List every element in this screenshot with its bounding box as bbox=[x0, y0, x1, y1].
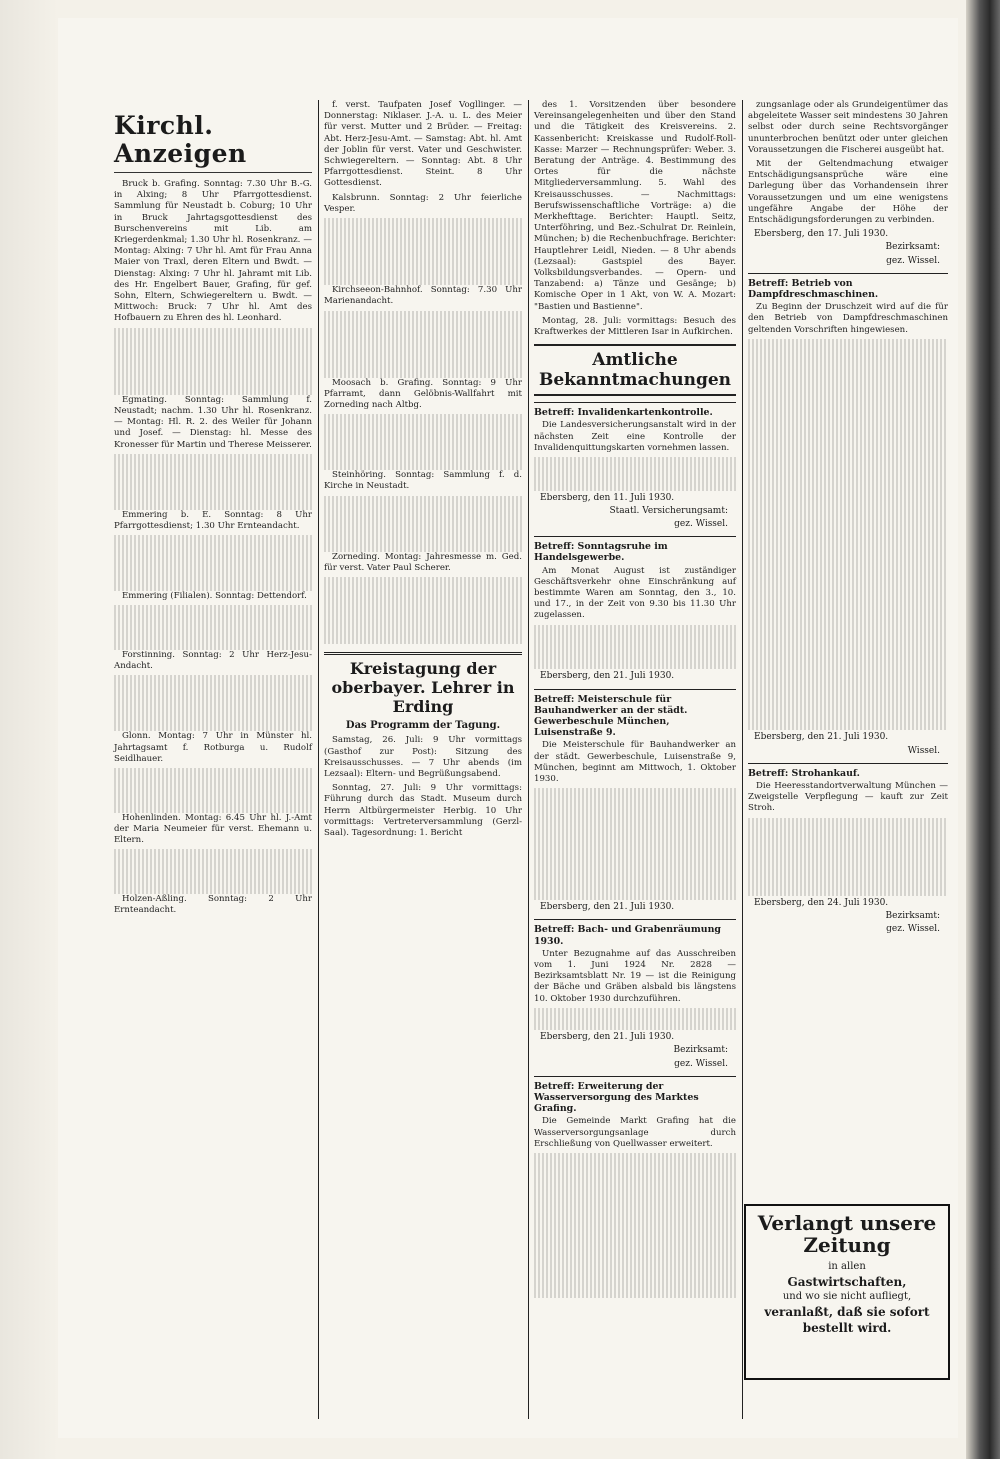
illegible-text-line bbox=[534, 457, 736, 468]
illegible-text-line bbox=[534, 878, 736, 889]
notice-title: Betreff: Invalidenkartenkontrolle. bbox=[534, 407, 713, 419]
paragraph: Bruck b. Grafing. Sonntag: 7.30 Uhr B.-G. in Alxing; 8 Uhr Pfarrgottesdienst. Sammlung für Neustadt b. Coburg; 10 Uhr in Bruck Jahrtagsgottesdienst des Burschenvereins mit Lib. am Kriegerdenkmal; 1.30 Uhr hl. Rosenkranz. — Montag: Alxing: 7 Uhr hl. Amt für Frau Anna Maier von Traxl, deren Eltern und Bwdt. — Dienstag: Alxing: 7 Uhr hl. Jahramt mit Lib. des Hr. Engelbert Bauer, Grafing, für gef. Sohn, Eltern, Schwiegereltern u. Bwdt. — Mittwoch: Bruck: 7 Uhr hl. Amt des Hofbauern zu Ehren des hl. Leonhard. bbox=[114, 179, 312, 324]
column-official-notices bbox=[530, 100, 740, 1419]
illegible-text-line bbox=[748, 563, 948, 574]
illegible-text-line bbox=[324, 588, 522, 599]
illegible-text-line bbox=[114, 790, 312, 801]
paragraph: Die Meisterschule für Bauhandwerker an der städt. Gewerbeschule, Luisenstraße 9, München, beginnt am Mittwoch, 1. Oktober 1930. bbox=[534, 740, 736, 785]
paragraph: Kalsbrunn. Sonntag: 2 Uhr feierliche Vesper. bbox=[324, 192, 522, 214]
illegible-text-line bbox=[114, 535, 312, 546]
paragraph: Die Gemeinde Markt Grafing hat die Wasserversorgungsanlage durch Erschließung von Quellwasser erweitert. bbox=[534, 1116, 736, 1149]
illegible-text-line bbox=[748, 428, 948, 439]
signature: gez. Wissel. bbox=[886, 924, 940, 935]
illegible-text-line bbox=[748, 663, 948, 674]
illegible-text-line bbox=[748, 529, 948, 540]
paragraph: f. verst. Taufpaten Josef Vogllinger. — Donnerstag: Niklaser. J.-A. u. L. des Meier für verst. Mutter und 2 Brüder. — Freitag: Abt. Herz-Jesu-Amt. — Samstag: Abt. hl. Amt der Joblin für verst. Vater und Geschwister. Schwiegereltern. — Sonntag: Abt. 8 Uhr Pfarrgottesdienst. Steint. 8 Uhr Gottesdienst. bbox=[324, 100, 522, 189]
column-church-notices-2 bbox=[320, 100, 526, 1419]
illegible-text-line bbox=[748, 619, 948, 630]
paragraph: Egmating. Sonntag: Sammlung f. Neustadt; nachm. 1.30 Uhr hl. Rosenkranz. — Montag: Hl. R. 2. des Weiler für Johann und Josef. — Dienstag: hl. Messe des Kronesser für Martin und Therese Meisserer. bbox=[114, 394, 312, 450]
illegible-text-line bbox=[324, 437, 522, 448]
illegible-text-line bbox=[114, 802, 312, 813]
illegible-text-line bbox=[324, 540, 522, 551]
illegible-text-line bbox=[324, 333, 522, 344]
illegible-text-line bbox=[324, 448, 522, 459]
illegible-text-line bbox=[114, 779, 312, 790]
paragraph: Am Monat August ist zuständiger Geschäftsverkehr ohne Einschränkung auf bestimmte Waren am Sonntag, den 3., 10. und 17., in der Zeit von 9.30 bis 11.30 Uhr zugelassen. bbox=[534, 565, 736, 621]
illegible-text-line bbox=[534, 1209, 736, 1220]
illegible-text-line bbox=[748, 596, 948, 607]
illegible-text-line bbox=[324, 218, 522, 229]
illegible-text-line bbox=[114, 454, 312, 465]
scan-binding-edge bbox=[966, 0, 1000, 1459]
illegible-text-line bbox=[324, 611, 522, 622]
notice-title: Betreff: Bach- und Grabenräumung 1930. bbox=[534, 924, 721, 947]
illegible-text-line bbox=[748, 851, 948, 862]
illegible-text-line bbox=[748, 874, 948, 885]
column-rule bbox=[318, 100, 319, 1419]
illegible-text-line bbox=[748, 574, 948, 585]
illegible-text-line bbox=[324, 322, 522, 333]
illegible-text-line bbox=[114, 639, 312, 650]
notice-body bbox=[534, 949, 736, 1030]
illegible-text-line bbox=[114, 849, 312, 860]
illegible-text-line bbox=[748, 607, 948, 618]
illegible-text-line bbox=[114, 558, 312, 569]
church-notices-body bbox=[114, 179, 312, 916]
illegible-text-line bbox=[534, 1019, 736, 1030]
illegible-text-line bbox=[324, 459, 522, 470]
water-supply-continued bbox=[748, 100, 948, 226]
illegible-text-line bbox=[534, 1220, 736, 1231]
illegible-text-line bbox=[748, 406, 948, 417]
illegible-text-line bbox=[534, 1198, 736, 1209]
place-date: Ebersberg, den 21. Juli 1930. bbox=[540, 902, 675, 913]
illegible-text-line bbox=[114, 768, 312, 779]
ad-line: in allen bbox=[828, 1261, 866, 1272]
illegible-text-line bbox=[114, 605, 312, 616]
illegible-text-line bbox=[534, 811, 736, 822]
subscription-advertisement bbox=[744, 1204, 950, 1380]
illegible-text-line bbox=[748, 361, 948, 372]
illegible-text-line bbox=[534, 1242, 736, 1253]
illegible-text-line bbox=[114, 872, 312, 883]
paragraph: Emmering b. E. Sonntag: 8 Uhr Pfarrgottesdienst; 1.30 Uhr Ernteandacht. bbox=[114, 509, 312, 531]
illegible-text-line bbox=[534, 855, 736, 866]
kreistag-program bbox=[324, 735, 522, 839]
place-date: Ebersberg, den 21. Juli 1930. bbox=[540, 671, 675, 682]
illegible-text-line bbox=[114, 465, 312, 476]
illegible-text-line bbox=[748, 484, 948, 495]
illegible-text-line bbox=[114, 861, 312, 872]
illegible-text-line bbox=[114, 546, 312, 557]
official-notice bbox=[534, 1076, 736, 1299]
kreistag-headline: Kreistagung der oberbayer. Lehrer in Erding bbox=[324, 652, 522, 716]
illegible-text-line bbox=[534, 1175, 736, 1186]
ad-line: Gastwirtschaften, bbox=[787, 1275, 907, 1289]
column-rule bbox=[528, 100, 529, 1419]
paragraph: Montag, 28. Juli: vormittags: Besuch des Kraftwerkes der Mittleren Isar in Aufkirchen. bbox=[534, 315, 736, 338]
notice-straw bbox=[748, 763, 948, 936]
paragraph: Zorneding. Montag: Jahresmesse m. Ged. für verst. Vater Paul Scherer. bbox=[324, 551, 522, 573]
paragraph: Mit der Geltendmachung etwaiger Entschädigungsansprüche wäre eine Darlegung über das Vorhandensein ihrer Voraussetzungen und um eine wenigstens ungefähre Angabe der Höhe der Entschädigungsforderungen zu verbinden. bbox=[748, 159, 948, 226]
illegible-text-line bbox=[534, 636, 736, 647]
illegible-text-line bbox=[748, 507, 948, 518]
paragraph: Holzen-Aßling. Sonntag: 2 Uhr Ernteandacht. bbox=[114, 894, 312, 916]
illegible-text-line bbox=[534, 844, 736, 855]
illegible-text-line bbox=[114, 687, 312, 698]
illegible-text-line bbox=[748, 686, 948, 697]
place-date: Ebersberg, den 21. Juli 1930. bbox=[754, 732, 889, 743]
illegible-text-line bbox=[114, 328, 312, 339]
official-notices-list bbox=[534, 402, 736, 1298]
illegible-text-line bbox=[534, 1276, 736, 1287]
illegible-text-line bbox=[748, 630, 948, 641]
place-date: Ebersberg, den 17. Juli 1930. bbox=[754, 229, 889, 240]
illegible-text-line bbox=[748, 585, 948, 596]
notice-body bbox=[748, 781, 948, 896]
illegible-text-line bbox=[534, 822, 736, 833]
illegible-text-line bbox=[324, 311, 522, 322]
illegible-text-line bbox=[324, 577, 522, 588]
illegible-text-line bbox=[324, 518, 522, 529]
church-notices-body bbox=[324, 100, 522, 644]
official-notices-heading: Amtliche Bekanntmachungen bbox=[534, 344, 736, 396]
illegible-text-line bbox=[324, 240, 522, 251]
illegible-text-line bbox=[748, 372, 948, 383]
notice-body bbox=[534, 740, 736, 900]
illegible-text-line bbox=[748, 518, 948, 529]
illegible-text-line bbox=[114, 476, 312, 487]
illegible-text-line bbox=[324, 496, 522, 507]
paragraph: Die Heeresstandortverwaltung München — Zweigstelle Verpflegung — kauft zur Zeit Stroh. bbox=[748, 781, 948, 814]
place-date: Ebersberg, den 24. Juli 1930. bbox=[754, 897, 889, 908]
illegible-text-line bbox=[114, 569, 312, 580]
illegible-text-line bbox=[324, 425, 522, 436]
official-notice bbox=[534, 402, 736, 530]
ad-line: veranlaßt, daß sie sofort bestellt wird. bbox=[764, 1305, 930, 1335]
place-date: Ebersberg, den 11. Juli 1930. bbox=[540, 492, 675, 503]
office-label: Bezirksamt: bbox=[673, 1045, 728, 1056]
notice-threshing bbox=[748, 273, 948, 757]
illegible-text-line bbox=[534, 1231, 736, 1242]
office-label: Bezirksamt: bbox=[885, 911, 940, 922]
illegible-text-line bbox=[114, 499, 312, 510]
notice-title: Betreff: Strohankauf. bbox=[748, 767, 860, 779]
illegible-text-line bbox=[534, 788, 736, 799]
paragraph: Kirchseeon-Bahnhof. Sonntag: 7.30 Uhr Marienandacht. bbox=[324, 285, 522, 307]
place-date: Ebersberg, den 21. Juli 1930. bbox=[540, 1032, 675, 1043]
illegible-text-line bbox=[748, 451, 948, 462]
notice-title: Betreff: Sonntagsruhe im Handelsgewerbe. bbox=[534, 541, 668, 564]
illegible-text-line bbox=[534, 1187, 736, 1198]
illegible-text-line bbox=[748, 540, 948, 551]
paragraph: Steinhöring. Sonntag: Sammlung f. d. Kirche in Neustadt. bbox=[324, 470, 522, 492]
illegible-text-line bbox=[748, 350, 948, 361]
illegible-text-line bbox=[324, 529, 522, 540]
illegible-text-line bbox=[534, 479, 736, 490]
paragraph: zungsanlage oder als Grundeigentümer das abgeleitete Wasser seit mindestens 30 Jahren selbst oder durch seine Rechtsvorgänger ununterbrochen benützt oder unter gleichen Voraussetzungen die Fischerei ausgeübt hat. bbox=[748, 100, 948, 155]
paragraph: Zu Beginn der Druschzeit wird auf die für den Betrieb von Dampfdreschmaschinen geltenden Vorschriften hingewiesen. bbox=[748, 302, 948, 335]
illegible-text-line bbox=[114, 883, 312, 894]
illegible-text-line bbox=[324, 252, 522, 263]
illegible-text-line bbox=[534, 1265, 736, 1276]
paragraph: Unter Bezugnahme auf das Ausschreiben vom 1. Juni 1924 Nr. 2828 — Bezirksamtsblatt Nr. 19 — ist die Reinigung der Bäche und Gräben alsbald bis längstens 10. Oktober 1930 durchzuführen. bbox=[534, 948, 736, 1004]
illegible-text-line bbox=[534, 799, 736, 810]
notice-body bbox=[534, 566, 736, 670]
scan-left-margin bbox=[0, 0, 58, 1459]
notice-title: Betreff: Erweiterung der Wasserversorgung des Marktes Grafing. bbox=[534, 1080, 699, 1115]
illegible-text-line bbox=[324, 355, 522, 366]
official-notice bbox=[534, 689, 736, 914]
illegible-text-line bbox=[324, 229, 522, 240]
ad-line: und wo sie nicht aufliegt, bbox=[782, 1291, 912, 1302]
paragraph: Emmering (Filialen). Sonntag: Dettendorf. bbox=[122, 591, 307, 602]
paragraph: Sonntag, 27. Juli: 9 Uhr vormittags: Führung durch das Stadt. Museum durch Herrn Altbürgermeister Herbig. 10 Uhr vormittags: Vertreterversammlung (Gerzl-Saal). Tagesordnung: 1. Bericht bbox=[324, 783, 522, 838]
illegible-text-line bbox=[748, 473, 948, 484]
illegible-text-line bbox=[114, 350, 312, 361]
illegible-text-line bbox=[748, 829, 948, 840]
illegible-text-line bbox=[324, 622, 522, 633]
signature: gez. Wissel. bbox=[674, 519, 728, 530]
column-church-notices-1 bbox=[110, 108, 316, 1419]
illegible-text-line bbox=[324, 263, 522, 274]
illegible-text-line bbox=[324, 414, 522, 425]
column-rule bbox=[742, 100, 743, 1419]
section-title: Kirchl. Anzeigen bbox=[114, 112, 312, 173]
notice-body bbox=[748, 302, 948, 730]
illegible-text-line bbox=[114, 698, 312, 709]
illegible-text-line bbox=[534, 889, 736, 900]
illegible-text-line bbox=[748, 551, 948, 562]
signature: Wissel. bbox=[907, 745, 940, 756]
illegible-text-line bbox=[324, 367, 522, 378]
illegible-text-line bbox=[534, 468, 736, 479]
illegible-text-line bbox=[114, 616, 312, 627]
paragraph: Glonn. Montag: 7 Uhr in Münster hl. Jahrtagsamt f. Rotburga u. Rudolf Seidlhauer. bbox=[114, 731, 312, 764]
office-label: Bezirksamt: bbox=[885, 242, 940, 253]
official-notice bbox=[534, 536, 736, 682]
illegible-text-line bbox=[324, 507, 522, 518]
illegible-text-line bbox=[748, 440, 948, 451]
illegible-text-line bbox=[114, 361, 312, 372]
illegible-text-line bbox=[534, 1153, 736, 1164]
illegible-text-line bbox=[534, 833, 736, 844]
kreistag-program-continued bbox=[534, 100, 736, 338]
illegible-text-line bbox=[534, 1164, 736, 1175]
paragraph: Hohenlinden. Montag: 6.45 Uhr hl. J.-Amt der Maria Neumeier für verst. Ehemann u. Eltern. bbox=[114, 812, 312, 846]
illegible-text-line bbox=[534, 625, 736, 636]
illegible-text-line bbox=[748, 417, 948, 428]
illegible-text-line bbox=[748, 339, 948, 350]
paragraph: des 1. Vorsitzenden über besondere Vereinsangelegenheiten und über den Stand und die Tätigkeit des Kreisvereins. 2. Kassenbericht: Kreiskasse und Rudolf-Roll-Kasse: Marzer — Rechnungsprüfer: Weber. 3. Beratung der Anträge. 4. Bestimmung des Ortes für die nächste Mitgliederversammlung. 5. Wahl des Kreisausschusses. — Nachmittags: Berufswissenschaftliche Vorträge: a) die Merkhefttage. Berichter: Hauptl. Seitz, Unterföhring, und Bez.-Schulrat Dr. Reinlein, München; b) die Rechenbuchfrage. Berichter: Hauptlehrer Leidl, Nieden. — 8 Uhr abends (Lezsaal): Gastspiel des Bayer. Volksbildungsverbandes. — Opern- und Tanzabend: a) Tänze und Gesänge; b) Komische Oper in 1 Akt, von W. A. Mozart: "Bastien und Bastienne". bbox=[534, 100, 736, 312]
illegible-text-line bbox=[748, 719, 948, 730]
notice-title: Betreff: Meisterschule für Bauhandwerker an der städt. Gewerbeschule München, Luisenstraße 9. bbox=[534, 693, 688, 739]
illegible-text-line bbox=[114, 720, 312, 731]
illegible-text-line bbox=[534, 1254, 736, 1265]
signature: gez. Wissel. bbox=[886, 255, 940, 266]
illegible-text-line bbox=[748, 840, 948, 851]
official-notice bbox=[534, 919, 736, 1069]
illegible-text-line bbox=[748, 674, 948, 685]
kreistag-subheadline: Das Programm der Tagung. bbox=[345, 720, 501, 732]
illegible-text-line bbox=[114, 372, 312, 383]
illegible-text-line bbox=[748, 697, 948, 708]
paragraph: Samstag, 26. Juli: 9 Uhr vormittags (Gasthof zur Post): Sitzung des Kreisausschusses. — 7 Uhr abends (im Lezsaal): Eltern- und Begrüßungsabend. bbox=[324, 735, 522, 779]
illegible-text-line bbox=[324, 274, 522, 285]
illegible-text-line bbox=[748, 818, 948, 829]
office-label: Staatl. Versicherungsamt: bbox=[609, 505, 728, 516]
illegible-text-line bbox=[114, 709, 312, 720]
illegible-text-line bbox=[748, 652, 948, 663]
illegible-text-line bbox=[534, 647, 736, 658]
notice-body bbox=[534, 1116, 736, 1298]
illegible-text-line bbox=[748, 885, 948, 896]
illegible-text-line bbox=[324, 344, 522, 355]
illegible-text-line bbox=[534, 1008, 736, 1019]
illegible-text-line bbox=[114, 628, 312, 639]
notice-body bbox=[534, 420, 736, 490]
illegible-text-line bbox=[748, 862, 948, 873]
signature: gez. Wissel. bbox=[674, 1058, 728, 1069]
paragraph: Forstinning. Sonntag: 2 Uhr Herz-Jesu-Andacht. bbox=[114, 650, 312, 672]
notice-title: Betreff: Betrieb von Dampfdreschmaschinen. bbox=[748, 277, 879, 301]
illegible-text-line bbox=[114, 339, 312, 350]
illegible-text-line bbox=[114, 487, 312, 498]
illegible-text-line bbox=[324, 599, 522, 610]
illegible-text-line bbox=[748, 395, 948, 406]
illegible-text-line bbox=[748, 384, 948, 395]
illegible-text-line bbox=[748, 495, 948, 506]
illegible-text-line bbox=[114, 580, 312, 591]
illegible-text-line bbox=[324, 633, 522, 644]
illegible-text-line bbox=[534, 658, 736, 669]
illegible-text-line bbox=[114, 675, 312, 686]
paragraph: Moosach b. Grafing. Sonntag: 9 Uhr Pfarramt, dann Gelöbnis-Wallfahrt mit Zorneding nach Altbg. bbox=[324, 377, 522, 411]
column-official-notices-2 bbox=[744, 100, 952, 1199]
illegible-text-line bbox=[748, 708, 948, 719]
illegible-text-line bbox=[534, 1287, 736, 1298]
paragraph: Die Landesversicherungsanstalt wird in der nächsten Zeit eine Kontrolle der Invalidenquittungskarten vornehmen lassen. bbox=[534, 420, 736, 453]
illegible-text-line bbox=[114, 384, 312, 395]
ad-headline: Verlangt unsere Zeitung bbox=[757, 1211, 937, 1257]
illegible-text-line bbox=[748, 641, 948, 652]
illegible-text-line bbox=[748, 462, 948, 473]
illegible-text-line bbox=[534, 867, 736, 878]
